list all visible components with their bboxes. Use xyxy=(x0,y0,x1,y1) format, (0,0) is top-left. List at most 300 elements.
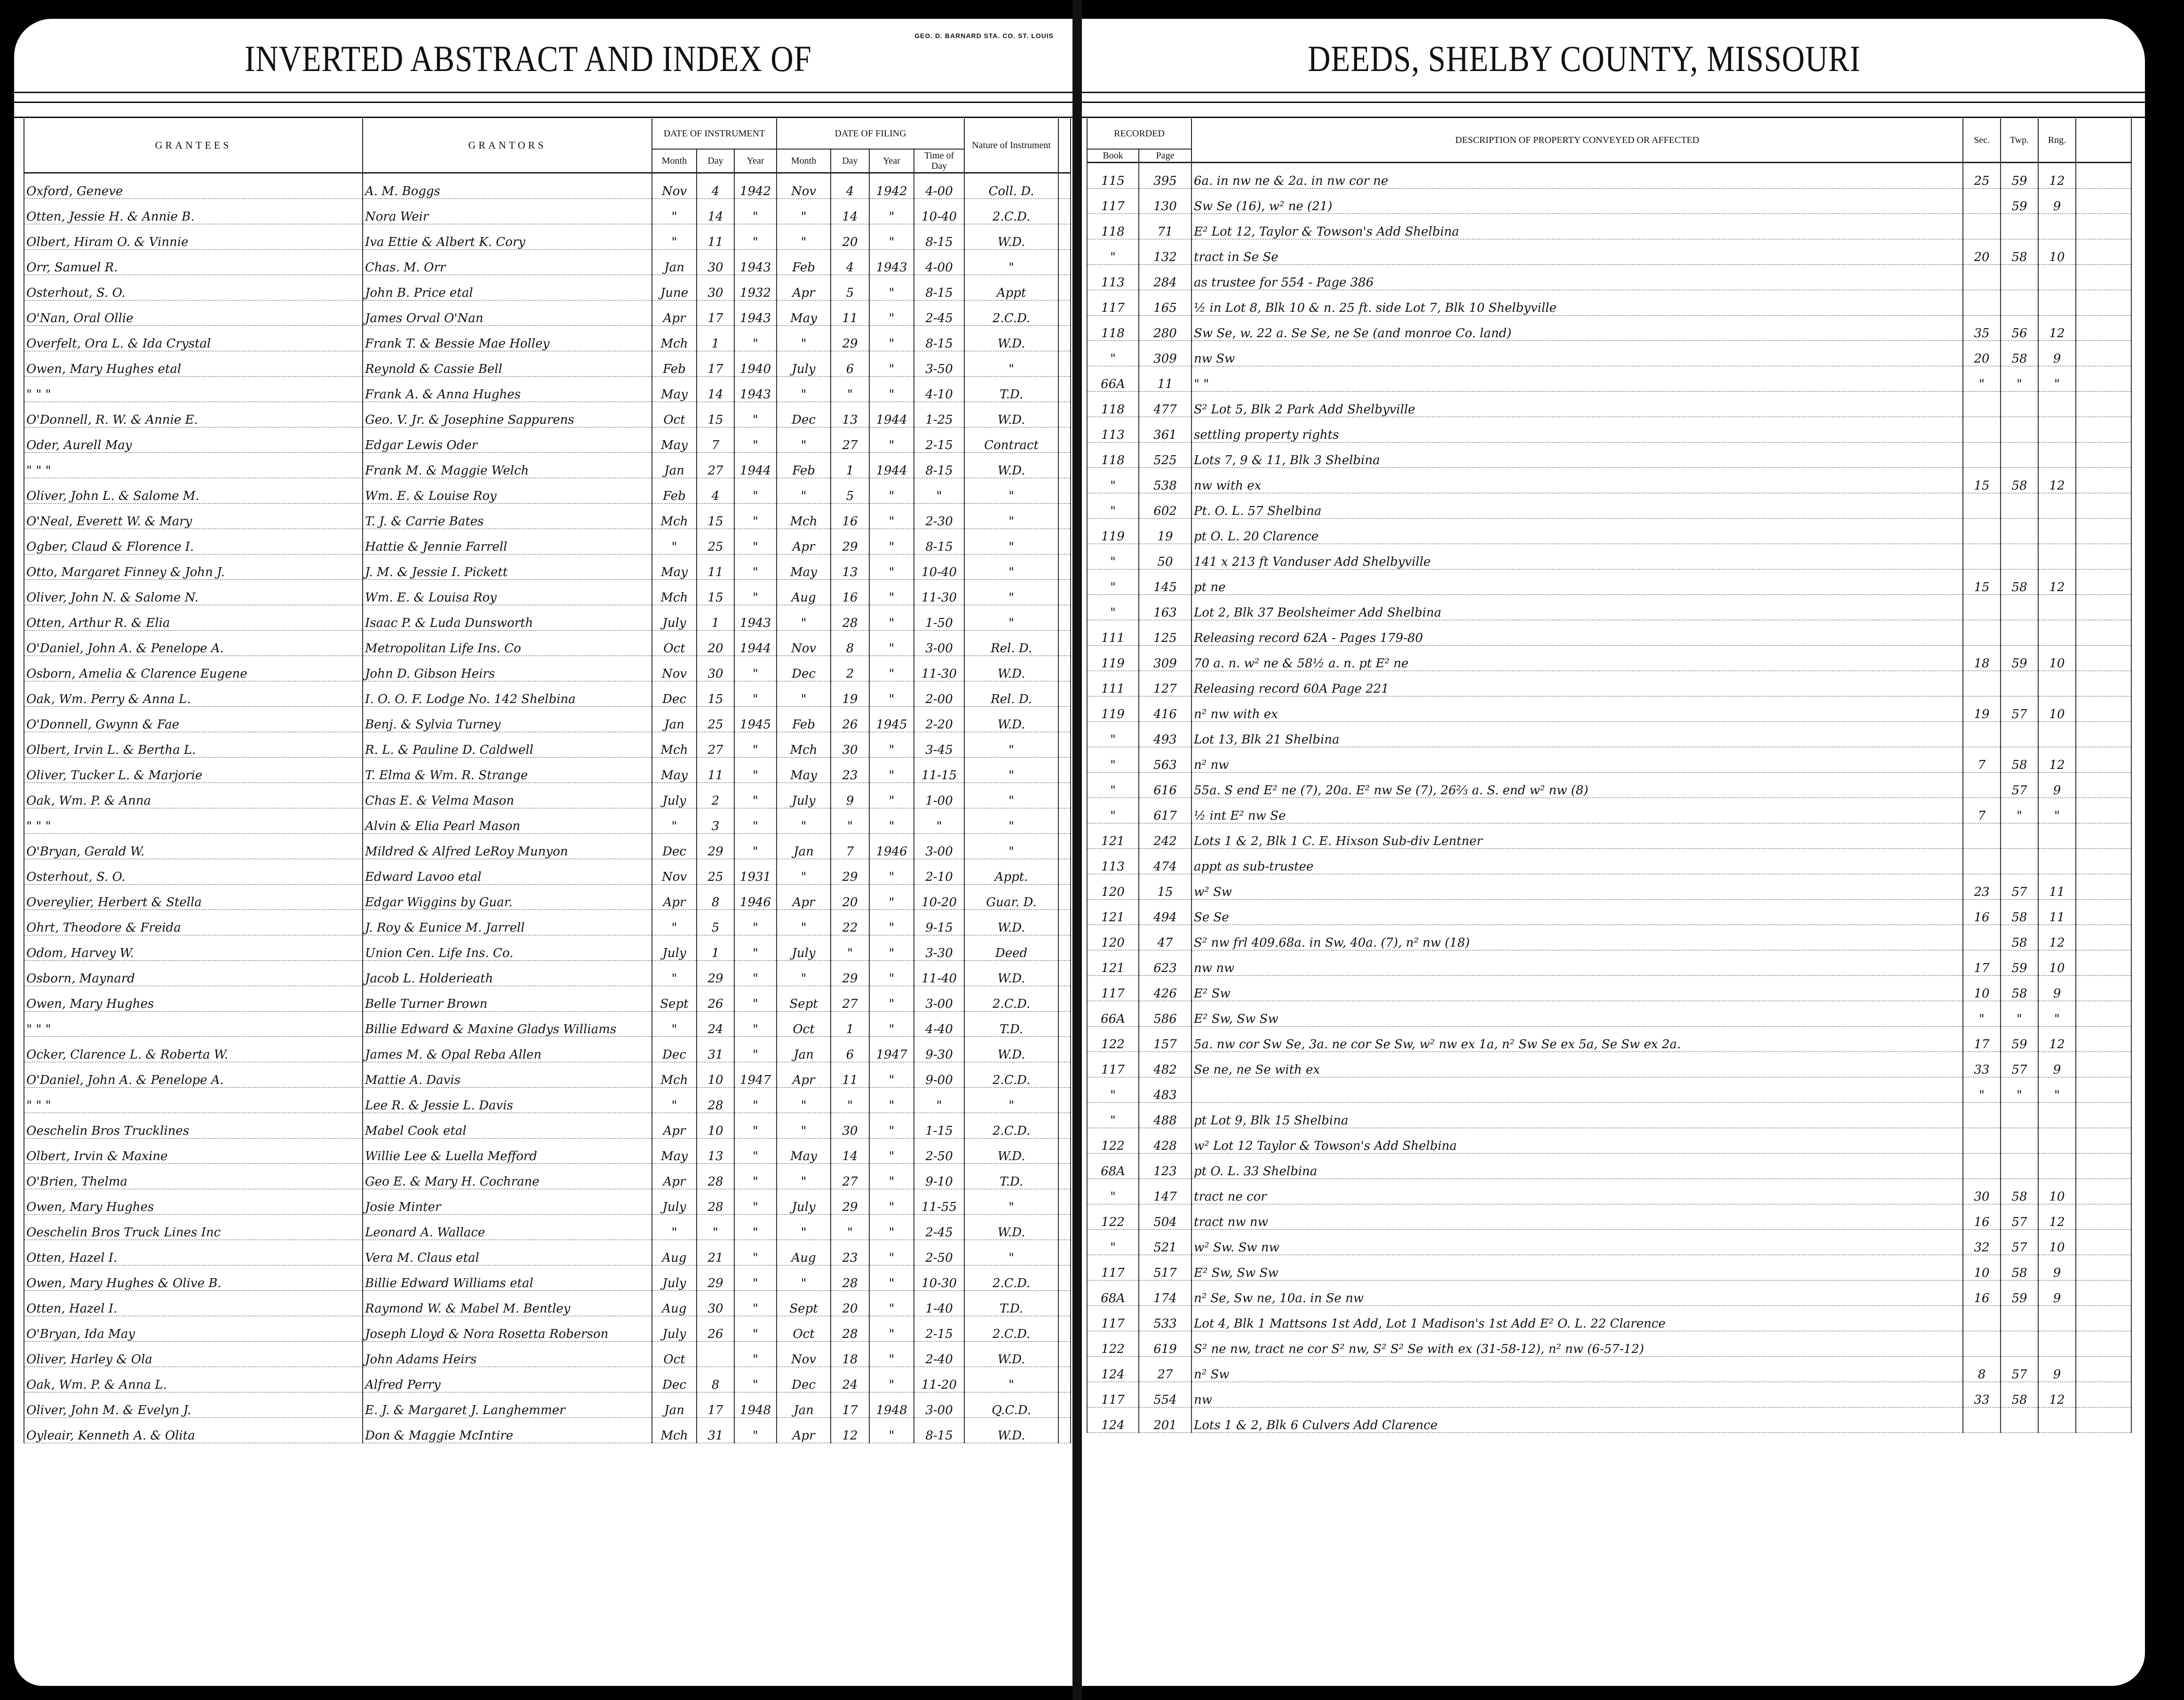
instrument-month-cell: Jan xyxy=(652,1392,697,1418)
sec-cell: 15 xyxy=(1963,468,2001,493)
grantee-cell: O'Daniel, John A. & Penelope A. xyxy=(24,1062,363,1088)
instrument-year-cell: 1948 xyxy=(734,1392,777,1418)
margin-cell xyxy=(2076,1128,2131,1154)
record-row xyxy=(1087,1077,2131,1103)
instrument-month-cell: May xyxy=(652,758,697,783)
record-row xyxy=(1087,341,2131,366)
grantee-cell: Oliver, John L. & Salome M. xyxy=(24,478,363,504)
description-cell: pt O. L. 33 Shelbina xyxy=(1191,1154,1963,1179)
sec-cell: 25 xyxy=(1963,163,2001,189)
ledger-row xyxy=(24,1062,1071,1088)
page-header: Page xyxy=(1139,149,1191,163)
description-cell: Lots 1 & 2, Blk 1 C. E. Hixson Sub-div Lentner xyxy=(1191,823,1963,849)
filing-day-cell: 5 xyxy=(831,275,869,300)
book-cell: 118 xyxy=(1087,443,1139,468)
filing-month-cell: Apr xyxy=(777,1062,831,1088)
record-row xyxy=(1087,976,2131,1001)
nature-cell: W.D. xyxy=(964,224,1058,250)
instrument-day-cell: 25 xyxy=(697,707,734,732)
instrument-year-cell: 1947 xyxy=(734,1062,777,1088)
ledger-row xyxy=(24,326,1071,351)
ledger-row xyxy=(24,783,1071,808)
filing-year-cell: " xyxy=(869,377,914,402)
nature-cell: Rel. D. xyxy=(964,631,1058,656)
twp-cell: " xyxy=(2001,1077,2038,1103)
twp-cell: 59 xyxy=(2001,189,2038,214)
instrument-year-cell: 1946 xyxy=(734,885,777,910)
instrument-month-cell: " xyxy=(652,1215,697,1240)
instrument-year-cell: " xyxy=(734,935,777,961)
twp-cell: 57 xyxy=(2001,1052,2038,1077)
grantee-cell: " " " xyxy=(24,1088,363,1113)
grantee-cell: Osborn, Amelia & Clarence Eugene xyxy=(24,656,363,681)
book-cell: " xyxy=(1087,239,1139,265)
margin-cell xyxy=(2076,290,2131,316)
book-cell: 118 xyxy=(1087,214,1139,239)
instrument-day-cell: 28 xyxy=(697,1189,734,1215)
filing-year-cell: " xyxy=(869,1012,914,1037)
ledger-row xyxy=(24,1113,1071,1139)
margin-cell xyxy=(2076,417,2131,443)
rng-cell xyxy=(2038,544,2076,569)
description-cell: w² Sw xyxy=(1191,874,1963,900)
grantee-cell: Otto, Margaret Finney & John J. xyxy=(24,554,363,580)
instrument-month-cell: Aug xyxy=(652,1291,697,1316)
filing-month-cell: " xyxy=(777,1215,831,1240)
grantor-cell: A. M. Boggs xyxy=(363,173,652,199)
nature-cell: T.D. xyxy=(964,377,1058,402)
filing-day-cell: 22 xyxy=(831,910,869,935)
margin-cell xyxy=(2076,239,2131,265)
time-of-day-cell: " xyxy=(914,808,964,834)
instrument-year-cell: 1931 xyxy=(734,859,777,885)
instrument-year-cell: " xyxy=(734,1215,777,1240)
margin-cell xyxy=(1058,1164,1071,1189)
book-cell: " xyxy=(1087,798,1139,823)
margin-cell xyxy=(1058,859,1071,885)
margin-cell xyxy=(1058,1012,1071,1037)
instrument-year-cell: " xyxy=(734,402,777,427)
description-cell: 141 x 213 ft Vanduser Add Shelbyville xyxy=(1191,544,1963,569)
instrument-month-cell: Mch xyxy=(652,504,697,529)
margin-cell xyxy=(2076,493,2131,519)
book-cell: 121 xyxy=(1087,950,1139,976)
book-cell: 120 xyxy=(1087,874,1139,900)
instrument-month-cell: Apr xyxy=(652,1164,697,1189)
filing-day-cell: " xyxy=(831,1088,869,1113)
margin-cell xyxy=(2076,900,2131,925)
description-cell: Sw Se, w. 22 a. Se Se, ne Se (and monroe Co. land) xyxy=(1191,316,1963,341)
grantees-header: GRANTEES xyxy=(24,119,363,173)
filing-month-cell: Nov xyxy=(777,173,831,199)
margin-cell xyxy=(1058,580,1071,605)
nature-cell: W.D. xyxy=(964,910,1058,935)
twp-cell xyxy=(2001,1128,2038,1154)
nature-cell: " xyxy=(964,834,1058,859)
filing-month-cell: " xyxy=(777,961,831,986)
filing-year-cell: " xyxy=(869,656,914,681)
book-cell: " xyxy=(1087,1077,1139,1103)
margin-cell xyxy=(2076,950,2131,976)
rng-cell xyxy=(2038,1331,2076,1357)
filing-day-cell: 27 xyxy=(831,1164,869,1189)
book-cell: 117 xyxy=(1087,1255,1139,1281)
instrument-month-cell: Dec xyxy=(652,1037,697,1062)
grantor-cell: Chas E. & Velma Mason xyxy=(363,783,652,808)
record-row xyxy=(1087,239,2131,265)
ledger-row xyxy=(24,1088,1071,1113)
sec-cell xyxy=(1963,1306,2001,1331)
instrument-day-cell: 17 xyxy=(697,300,734,326)
grantor-cell: Frank A. & Anna Hughes xyxy=(363,377,652,402)
grantor-cell: Geo E. & Mary H. Cochrane xyxy=(363,1164,652,1189)
margin-cell xyxy=(2076,316,2131,341)
filing-month-cell: Apr xyxy=(777,1418,831,1443)
grantor-cell: Alvin & Elia Pearl Mason xyxy=(363,808,652,834)
filing-year-cell: " xyxy=(869,1367,914,1392)
instrument-year-cell: " xyxy=(734,808,777,834)
rng-cell xyxy=(2038,722,2076,747)
record-row xyxy=(1087,443,2131,468)
margin-cell xyxy=(1058,1240,1071,1265)
rng-cell xyxy=(2038,392,2076,417)
filing-month-cell: " xyxy=(777,910,831,935)
instrument-month-cell: " xyxy=(652,529,697,554)
time-of-day-cell: 3-00 xyxy=(914,631,964,656)
description-cell: ½ in Lot 8, Blk 10 & n. 25 ft. side Lot 7, Blk 10 Shelbyville xyxy=(1191,290,1963,316)
rng-cell: 9 xyxy=(2038,189,2076,214)
filing-day-cell: 29 xyxy=(831,1189,869,1215)
record-row xyxy=(1087,1306,2131,1331)
page-cell: 132 xyxy=(1139,239,1191,265)
record-row xyxy=(1087,468,2131,493)
date-of-instrument-header: DATE OF INSTRUMENT xyxy=(652,119,777,149)
grantor-cell: Lee R. & Jessie L. Davis xyxy=(363,1088,652,1113)
filing-month-cell: Mch xyxy=(777,504,831,529)
filing-month-cell: Oct xyxy=(777,1316,831,1342)
record-row xyxy=(1087,519,2131,544)
instrument-year-cell: " xyxy=(734,1342,777,1367)
page-cell: 71 xyxy=(1139,214,1191,239)
margin-cell xyxy=(2076,595,2131,620)
filing-day-cell: 30 xyxy=(831,732,869,758)
time-of-day-cell: 3-00 xyxy=(914,1392,964,1418)
instrument-year-cell: " xyxy=(734,580,777,605)
grantor-cell: Willie Lee & Luella Mefford xyxy=(363,1139,652,1164)
margin-cell xyxy=(2076,925,2131,950)
filing-day-cell: 20 xyxy=(831,1291,869,1316)
description-cell: Releasing record 62A - Pages 179-80 xyxy=(1191,620,1963,646)
grantor-cell: Edgar Wiggins by Guar. xyxy=(363,885,652,910)
grantor-cell: J. M. & Jessie I. Pickett xyxy=(363,554,652,580)
margin-cell xyxy=(1058,250,1071,275)
description-cell: " " xyxy=(1191,366,1963,392)
sec-cell xyxy=(1963,443,2001,468)
ledger-row xyxy=(24,935,1071,961)
filing-day-cell: 5 xyxy=(831,478,869,504)
instrument-month-cell: Mch xyxy=(652,326,697,351)
filing-month-cell: Jan xyxy=(777,1037,831,1062)
sec-cell: " xyxy=(1963,1001,2001,1027)
instrument-year-cell: " xyxy=(734,1113,777,1139)
record-row xyxy=(1087,823,2131,849)
filing-day-cell: 2 xyxy=(831,656,869,681)
instrument-month-cell: " xyxy=(652,1088,697,1113)
filing-day-cell: " xyxy=(831,935,869,961)
record-row xyxy=(1087,1255,2131,1281)
instrument-month-cell: " xyxy=(652,199,697,224)
record-row xyxy=(1087,747,2131,773)
time-of-day-cell: 2-40 xyxy=(914,1342,964,1367)
book-cell: 118 xyxy=(1087,316,1139,341)
filing-day-cell: 29 xyxy=(831,961,869,986)
time-of-day-cell: 3-00 xyxy=(914,834,964,859)
time-of-day-cell: 11-40 xyxy=(914,961,964,986)
filing-day-cell: 11 xyxy=(831,300,869,326)
rng-cell xyxy=(2038,290,2076,316)
filing-month-cell: Feb xyxy=(777,453,831,478)
page-cell: 11 xyxy=(1139,366,1191,392)
grantors-header: GRANTORS xyxy=(363,119,652,173)
margin-cell xyxy=(1058,1062,1071,1088)
ledger-row xyxy=(24,275,1071,300)
nature-cell: 2.C.D. xyxy=(964,1113,1058,1139)
ledger-row xyxy=(24,173,1071,199)
ledger-row xyxy=(24,427,1071,453)
rng-cell: 12 xyxy=(2038,747,2076,773)
description-cell: pt ne xyxy=(1191,569,1963,595)
record-row xyxy=(1087,773,2131,798)
twp-cell: 57 xyxy=(2001,1204,2038,1230)
page-cell: 482 xyxy=(1139,1052,1191,1077)
book-gutter xyxy=(1072,0,1082,1700)
filing-year-cell: " xyxy=(869,224,914,250)
ledger-row xyxy=(24,1367,1071,1392)
twp-cell xyxy=(2001,823,2038,849)
margin-cell xyxy=(2076,620,2131,646)
twp-cell xyxy=(2001,620,2038,646)
page-cell: 174 xyxy=(1139,1281,1191,1306)
filing-day-cell: 16 xyxy=(831,504,869,529)
twp-cell: " xyxy=(2001,798,2038,823)
nature-cell: W.D. xyxy=(964,707,1058,732)
filing-year-cell: " xyxy=(869,961,914,986)
description-cell: nw xyxy=(1191,1382,1963,1407)
rng-cell xyxy=(2038,493,2076,519)
instrument-year-cell: 1945 xyxy=(734,707,777,732)
margin-cell xyxy=(2076,265,2131,290)
instrument-day-cell: 14 xyxy=(697,199,734,224)
grantor-cell: Hattie & Jennie Farrell xyxy=(363,529,652,554)
instrument-day-cell: 10 xyxy=(697,1113,734,1139)
instrument-month-cell: " xyxy=(652,224,697,250)
time-of-day-cell: 3-45 xyxy=(914,732,964,758)
instrument-year-cell: " xyxy=(734,783,777,808)
ledger-row xyxy=(24,808,1071,834)
page-cell: 525 xyxy=(1139,443,1191,468)
ledger-row xyxy=(24,834,1071,859)
filing-year-cell: " xyxy=(869,351,914,377)
book-cell: 111 xyxy=(1087,620,1139,646)
filing-month-cell: July xyxy=(777,351,831,377)
grantor-cell: Geo. V. Jr. & Josephine Sappurens xyxy=(363,402,652,427)
time-of-day-cell: 2-15 xyxy=(914,1316,964,1342)
page-cell: 602 xyxy=(1139,493,1191,519)
sec-cell: 7 xyxy=(1963,798,2001,823)
grantee-cell: Oak, Wm. Perry & Anna L. xyxy=(24,681,363,707)
filing-day-cell: " xyxy=(831,808,869,834)
description-cell: Lots 1 & 2, Blk 6 Culvers Add Clarence xyxy=(1191,1407,1963,1433)
sec-cell xyxy=(1963,849,2001,874)
instrument-month-cell: June xyxy=(652,275,697,300)
nature-cell: W.D. xyxy=(964,1342,1058,1367)
rng-cell xyxy=(2038,417,2076,443)
instrument-day-cell: 21 xyxy=(697,1240,734,1265)
nature-cell: " xyxy=(964,758,1058,783)
margin-cell xyxy=(2076,214,2131,239)
instrument-year-cell: " xyxy=(734,504,777,529)
filing-day-cell: 14 xyxy=(831,199,869,224)
instrument-day-cell: 20 xyxy=(697,631,734,656)
margin-cell xyxy=(2076,976,2131,1001)
margin-cell xyxy=(2076,1204,2131,1230)
sec-cell: 16 xyxy=(1963,1204,2001,1230)
filing-year-cell: " xyxy=(869,580,914,605)
sec-cell: 8 xyxy=(1963,1357,2001,1382)
nature-cell: " xyxy=(964,554,1058,580)
ledger-row xyxy=(24,707,1071,732)
margin-cell xyxy=(2076,773,2131,798)
margin-cell xyxy=(1058,453,1071,478)
nature-cell: " xyxy=(964,580,1058,605)
instrument-day-cell: 11 xyxy=(697,224,734,250)
twp-cell xyxy=(2001,1103,2038,1128)
description-cell: Lot 13, Blk 21 Shelbina xyxy=(1191,722,1963,747)
filing-month-cell: July xyxy=(777,935,831,961)
rng-cell: 9 xyxy=(2038,1281,2076,1306)
time-of-day-cell: 3-50 xyxy=(914,351,964,377)
record-row xyxy=(1087,1281,2131,1306)
sec-cell: 16 xyxy=(1963,900,2001,925)
filing-month-cell: Sept xyxy=(777,986,831,1012)
filing-year-cell: " xyxy=(869,758,914,783)
instrument-day-cell: 29 xyxy=(697,961,734,986)
book-cell: 117 xyxy=(1087,290,1139,316)
record-row xyxy=(1087,595,2131,620)
instrument-month-cell: Apr xyxy=(652,1113,697,1139)
book-cell: " xyxy=(1087,341,1139,366)
time-of-day-cell: 8-15 xyxy=(914,326,964,351)
record-row xyxy=(1087,1027,2131,1052)
grantor-cell: T. Elma & Wm. R. Strange xyxy=(363,758,652,783)
filing-month-cell: Dec xyxy=(777,1367,831,1392)
instrument-month-cell: July xyxy=(652,1189,697,1215)
margin-cell xyxy=(2076,1154,2131,1179)
margin-cell xyxy=(1058,351,1071,377)
book-cell: " xyxy=(1087,747,1139,773)
description-cell: n² Sw xyxy=(1191,1357,1963,1382)
twp-cell xyxy=(2001,595,2038,620)
page-cell: 474 xyxy=(1139,849,1191,874)
page-cell: 130 xyxy=(1139,189,1191,214)
time-of-day-cell: 3-30 xyxy=(914,935,964,961)
sec-cell xyxy=(1963,595,2001,620)
ledger-row xyxy=(24,986,1071,1012)
grantee-cell: O'Donnell, Gwynn & Fae xyxy=(24,707,363,732)
page-cell: 157 xyxy=(1139,1027,1191,1052)
time-of-day-cell: 4-00 xyxy=(914,173,964,199)
page-cell: 533 xyxy=(1139,1306,1191,1331)
time-of-day-cell: 8-15 xyxy=(914,529,964,554)
time-of-day-cell: 11-20 xyxy=(914,1367,964,1392)
instrument-day-cell: 27 xyxy=(697,732,734,758)
sec-cell xyxy=(1963,214,2001,239)
nature-cell: " xyxy=(964,732,1058,758)
margin-cell xyxy=(2076,1179,2131,1204)
instrument-month-cell: " xyxy=(652,808,697,834)
ledger-row xyxy=(24,402,1071,427)
nature-cell: " xyxy=(964,605,1058,631)
filing-day-cell: 8 xyxy=(831,631,869,656)
filing-month-cell: " xyxy=(777,1088,831,1113)
instrument-day-cell: 3 xyxy=(697,808,734,834)
record-row xyxy=(1087,163,2131,189)
twp-cell: 58 xyxy=(2001,468,2038,493)
sec-cell xyxy=(1963,189,2001,214)
sec-cell: 17 xyxy=(1963,1027,2001,1052)
grantee-cell: Otten, Arthur R. & Elia xyxy=(24,605,363,631)
instrument-month-cell: Jan xyxy=(652,453,697,478)
record-row xyxy=(1087,1179,2131,1204)
time-of-day-cell: 1-00 xyxy=(914,783,964,808)
description-header: DESCRIPTION OF PROPERTY CONVEYED OR AFFECTED xyxy=(1191,119,1963,163)
instrument-day-header: Day xyxy=(697,149,734,173)
book-cell: 120 xyxy=(1087,925,1139,950)
instrument-month-cell: " xyxy=(652,1012,697,1037)
twp-cell: 58 xyxy=(2001,900,2038,925)
filing-month-cell: Dec xyxy=(777,656,831,681)
filing-day-cell: 9 xyxy=(831,783,869,808)
book-cell: 117 xyxy=(1087,1052,1139,1077)
grantor-cell: Benj. & Sylvia Turney xyxy=(363,707,652,732)
margin-cell xyxy=(2076,544,2131,569)
filing-day-cell: 28 xyxy=(831,1316,869,1342)
instrument-year-cell: " xyxy=(734,681,777,707)
page-cell: 483 xyxy=(1139,1077,1191,1103)
instrument-year-cell: " xyxy=(734,199,777,224)
ledger-row xyxy=(24,529,1071,554)
record-row xyxy=(1087,316,2131,341)
ledger-row xyxy=(24,224,1071,250)
ledger-row xyxy=(24,1240,1071,1265)
instrument-year-cell: " xyxy=(734,1291,777,1316)
filing-year-cell: " xyxy=(869,529,914,554)
description-cell: settling property rights xyxy=(1191,417,1963,443)
instrument-day-cell: 30 xyxy=(697,275,734,300)
record-row xyxy=(1087,366,2131,392)
instrument-day-cell: 31 xyxy=(697,1418,734,1443)
instrument-year-cell: " xyxy=(734,478,777,504)
margin-cell xyxy=(1058,605,1071,631)
instrument-year-cell: " xyxy=(734,1012,777,1037)
rng-cell: 9 xyxy=(2038,341,2076,366)
grantor-cell: Iva Ettie & Albert K. Cory xyxy=(363,224,652,250)
filing-month-cell: Feb xyxy=(777,250,831,275)
rng-cell: 10 xyxy=(2038,1179,2076,1204)
margin-cell xyxy=(1058,885,1071,910)
instrument-year-cell: " xyxy=(734,656,777,681)
filing-day-cell: 6 xyxy=(831,351,869,377)
